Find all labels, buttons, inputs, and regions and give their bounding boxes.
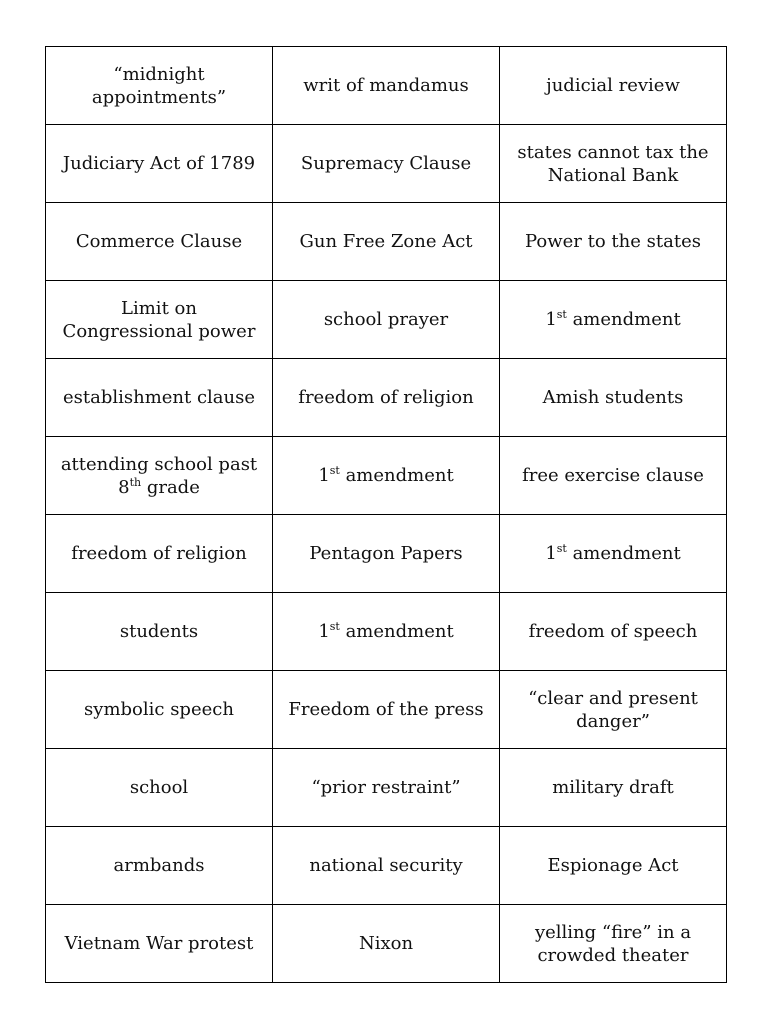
card-row (46, 515, 727, 593)
ordinal-suffix: st (556, 308, 567, 321)
card-grid (45, 46, 727, 983)
card-cell: Pentagon Papers (273, 515, 500, 593)
card-cell: national security (273, 827, 500, 905)
ordinal-suffix: st (329, 620, 340, 633)
card-cell: “clear and present danger” (500, 671, 727, 749)
card-row (46, 47, 727, 125)
card-text: 1 (318, 465, 330, 486)
card-text: amendment (339, 621, 454, 642)
card-row (46, 671, 727, 749)
ordinal-suffix: st (329, 464, 340, 477)
card-cell: students (46, 593, 273, 671)
card-row (46, 359, 727, 437)
card-text: amendment (339, 465, 454, 486)
card-cell: Power to the states (500, 203, 727, 281)
card-cell (273, 593, 500, 671)
card-row (46, 281, 727, 359)
card-cell: free exercise clause (500, 437, 727, 515)
card-cell: judicial review (500, 47, 727, 125)
card-cell: Nixon (273, 905, 500, 983)
ordinal-suffix: th (129, 475, 142, 489)
card-cell: Limit on Congressional power (46, 281, 273, 359)
card-cell (500, 281, 727, 359)
card-cell: “prior restraint” (273, 749, 500, 827)
card-cell: Freedom of the press (273, 671, 500, 749)
card-cell: Vietnam War protest (46, 905, 273, 983)
card-cell: freedom of religion (46, 515, 273, 593)
card-cell: school prayer (273, 281, 500, 359)
card-cell: military draft (500, 749, 727, 827)
card-row (46, 203, 727, 281)
card-cell: Commerce Clause (46, 203, 273, 281)
card-row (46, 749, 727, 827)
card-cell: states cannot tax the National Bank (500, 125, 727, 203)
card-cell: Espionage Act (500, 827, 727, 905)
card-cell: freedom of speech (500, 593, 727, 671)
card-cell: freedom of religion (273, 359, 500, 437)
card-text: attending school past 8 (60, 453, 258, 498)
card-cell: school (46, 749, 273, 827)
card-text: grade (141, 476, 200, 498)
card-cell: Amish students (500, 359, 727, 437)
card-cell: armbands (46, 827, 273, 905)
card-cell: yelling “fire” in a crowded theater (500, 905, 727, 983)
card-cell: Judiciary Act of 1789 (46, 125, 273, 203)
card-row (46, 125, 727, 203)
card-row (46, 905, 727, 983)
ordinal-suffix: st (556, 542, 567, 555)
card-text: 1 (318, 621, 330, 642)
card-text: 1 (545, 309, 557, 330)
card-row (46, 437, 727, 515)
card-text: amendment (566, 543, 681, 564)
card-cell: symbolic speech (46, 671, 273, 749)
card-cell (500, 515, 727, 593)
card-grid-body (46, 47, 727, 983)
card-text: 1 (545, 543, 557, 564)
card-cell: Supremacy Clause (273, 125, 500, 203)
card-text: amendment (566, 309, 681, 330)
card-cell: establishment clause (46, 359, 273, 437)
card-cell: “midnight appointments” (46, 47, 273, 125)
card-cell: writ of mandamus (273, 47, 500, 125)
card-cell: Gun Free Zone Act (273, 203, 500, 281)
card-cell (46, 437, 273, 515)
card-row (46, 593, 727, 671)
card-cell (273, 437, 500, 515)
card-row (46, 827, 727, 905)
